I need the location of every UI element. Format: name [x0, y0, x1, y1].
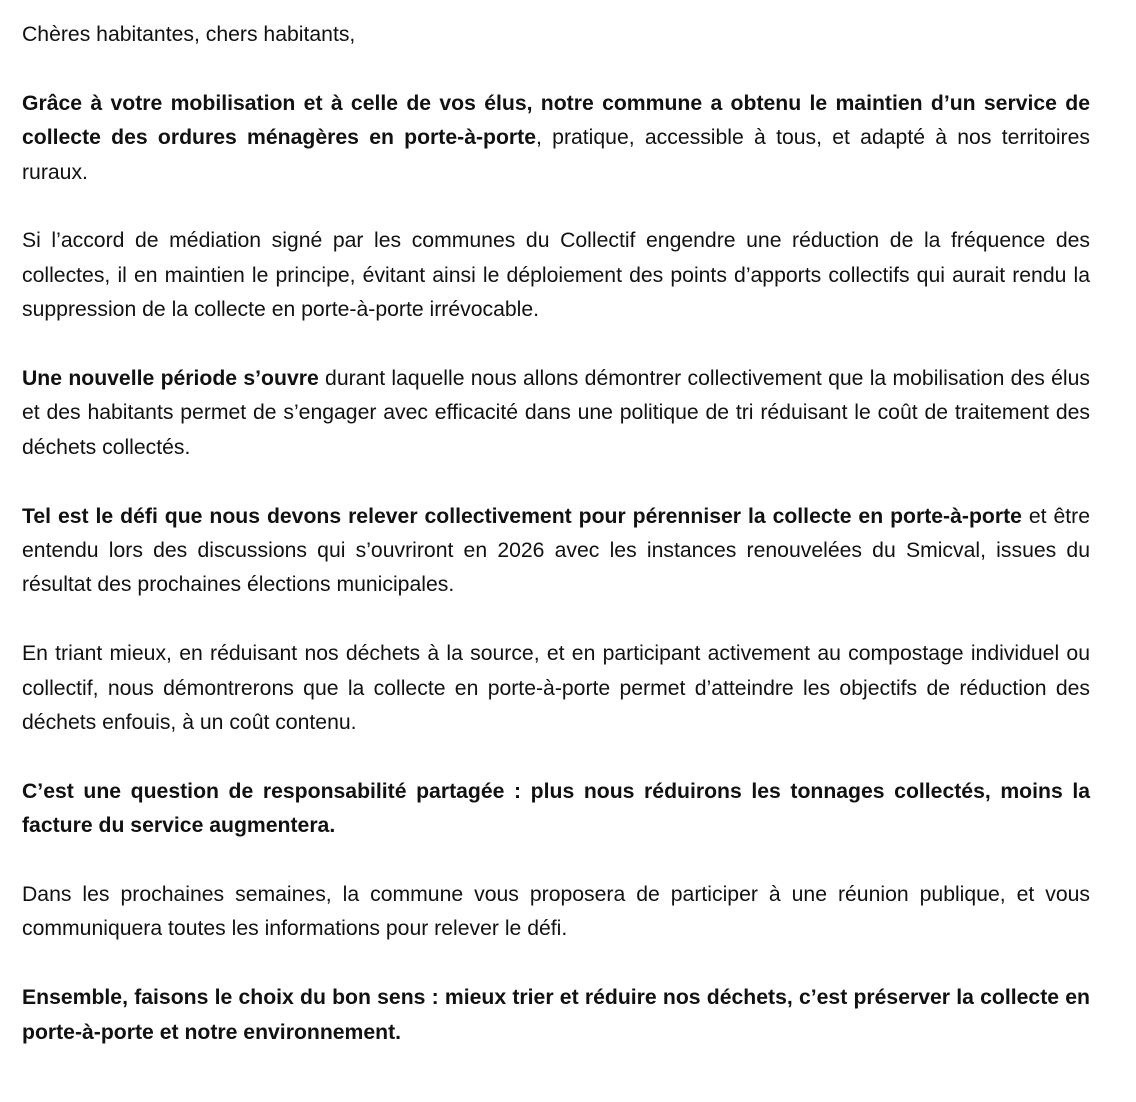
paragraph-3-text: durant laquelle nous allons démontrer collectivement que la mobilisation des élus et des habitants permet de s’engager avec efficacité dans une politique de tri réduisant le coût de traitement des déchets collectés.: [22, 367, 1090, 459]
paragraph-2: [22, 224, 1090, 327]
greeting: [22, 18, 1090, 52]
paragraph-8-bold: Ensemble, faisons le choix du bon sens : mieux trier et réduire nos déchets, c’est préserver la collecte en porte-à-porte et notre environnement.: [22, 986, 1090, 1044]
paragraph-spacer: [22, 328, 1090, 362]
paragraph-spacer: [22, 947, 1090, 981]
paragraph-5: [22, 637, 1090, 740]
paragraph-1-bold: Grâce à votre mobilisation et à celle de vos élus, notre commune a obtenu le maintien d’un service de collecte des ordures ménagères en porte-à-porte: [22, 91, 1090, 150]
paragraph-5-text: En triant mieux, en réduisant nos déchets à la source, et en participant activement au compostage individuel ou collectif, nous démontrerons que la collecte en porte-à-porte permet d’atteindre les objectifs de réduction des déchets enfouis, à un coût contenu.: [22, 642, 1090, 735]
paragraph-spacer: [22, 844, 1090, 878]
paragraph-8: [22, 981, 1090, 1050]
paragraph-1: [22, 87, 1090, 190]
paragraph-spacer: [22, 465, 1090, 499]
paragraph-4: [22, 500, 1090, 603]
paragraph-spacer: [22, 603, 1090, 637]
paragraph-1-text: , pratique, accessible à tous, et adapté à nos territoires ruraux.: [22, 126, 1090, 184]
paragraph-spacer: [22, 740, 1090, 774]
paragraph-3-bold: Une nouvelle période s’ouvre: [22, 367, 319, 391]
paragraph-4-bold: Tel est le défi que nous devons relever collectivement pour pérenniser la collecte en porte-à-porte: [22, 504, 1022, 528]
paragraph-6-bold: C’est une question de responsabilité partagée : plus nous réduirons les tonnages collectés, moins la facture du service augmentera.: [22, 779, 1090, 838]
paragraph-spacer: [22, 52, 1090, 86]
paragraph-4-text: et être entendu lors des discussions qui s’ouvriront en 2026 avec les instances renouvelées du Smicval, issues du résultat des prochaines élections municipales.: [22, 504, 1090, 597]
paragraph-7: [22, 878, 1090, 947]
paragraph-2-text: Si l’accord de médiation signé par les communes du Collectif engendre une réduction de la fréquence des collectes, il en maintien le principe, évitant ainsi le déploiement des points d’apports collectifs qui aurait rendu la suppression de la collecte en porte-à-porte irrévocable.: [22, 229, 1090, 322]
greeting-text: Chères habitantes, chers habitants,: [22, 23, 356, 46]
paragraph-spacer: [22, 190, 1090, 224]
paragraph-3: [22, 362, 1090, 465]
paragraph-6: [22, 775, 1090, 844]
paragraph-7-text: Dans les prochaines semaines, la commune vous proposera de participer à une réunion publique, et vous communiquera toutes les informations pour relever le défi.: [22, 883, 1090, 941]
